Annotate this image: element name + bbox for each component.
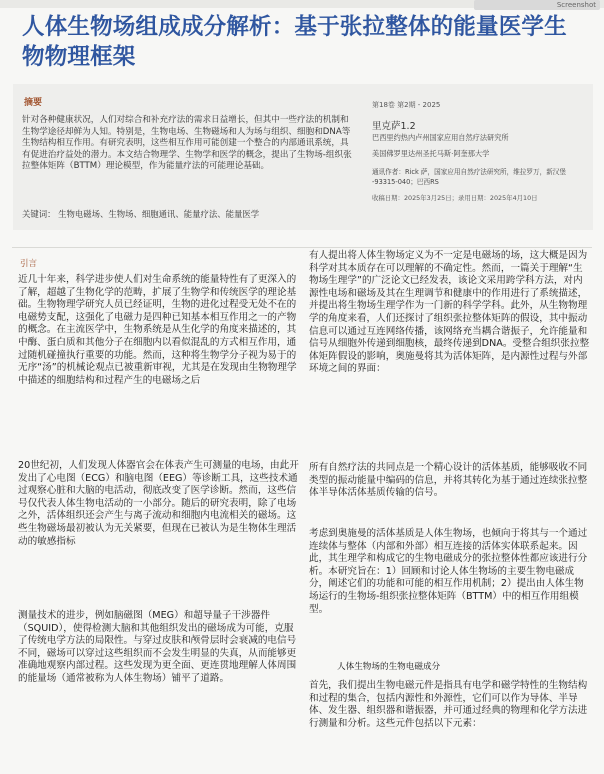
intro-paragraph-3: 20世纪初，人们发现人体器官会在体表产生可测量的电场，由此开发出了心电图（ECG）和脑电图（EEG）等诊断工具，这些技术通过观察心脏和大脑的电活动，彻底改变了医学诊断。然而，这些信号仅代表人体生物电活动的一小部分。随后的研究表明，除了电场之外，活体组织还会产生与离子流动和细胞内电流相关的磁场。这些生物磁场最初被认为无关紧要，但现在已被认为是生物体生理活动的敏感指标 [18,460,299,547]
screenshot-badge: Screenshot [474,0,600,10]
intro-paragraph-5: 考虑到奥施曼的活体基质是人体生物场，也倾向于将其与一个通过连续体与整体（内部和外部）相互连接的活体实体联系起来。因此，其生理学和构成它的生物电磁成分的张拉整体性都应该进行分析。本研究旨在：1）回顾和讨论人体生物场的主要生物电磁成分，阐述它们的功能和可能的相互作用机制；2）提出由人体生物场运行的生物场-组织张拉整体矩阵（BTTM）中的相互作用组模型。 [309,528,588,615]
issue-info: 第18卷 第2期 - 2025 [372,101,441,109]
intro-paragraph-4: 所有自然疗法的共同点是一个精心设计的活体基质，能够吸收不同类型的振动能量中编码的信息，并将其转化为基于通过连续张拉整体半导体活体基质传输的信号。 [309,462,588,499]
keywords: 关键词： 生物电磁场、生物场、细胞通讯、能量疗法、能量医学 [22,209,260,219]
article-meta [372,100,587,202]
affiliation-2: 美国佛罗里达州圣托马斯·阿奎那大学 [372,148,490,158]
article-title: 人体生物场组成成分解析：基于张拉整体的能量医学生物物理框架 [22,14,567,70]
bioelectromagnetic-subheading: 人体生物场的生物电磁成分 [337,662,441,672]
abstract-text: 针对各种健康状况，人们对综合和补充疗法的需求日益增长，但其中一些疗法的机制和生物学途径却鲜为人知。特别是，生物电场、生物磁场和人为场与组织、细胞和DNA等生物结构相互作用。有研究表明，这些相互作用可能创建一个整合的内部通讯系统，具有促进治疗益处的潜力。本文结合物理学、生物学和医学的概念，提出了生物场-组织张拉整体矩阵（BTTM）理论模型，作为能量疗法的可能理论基础。 [22,115,352,172]
affiliation-1: 巴西里约热内卢州国家应用自然疗法研究所 [372,133,509,142]
received-dates: 收稿日期：2025年3月25日；录用日期：2025年4月10日 [372,194,538,202]
abstract-heading: 摘要 [24,98,43,108]
intro-heading: 引言 [20,259,38,269]
intro-paragraph-1: 近几十年来，科学进步使人们对生命系统的能量特性有了更深入的了解，超越了生物化学的范畴，扩展了生物学和传统医学的理论基础。生物物理学研究人员已经证明，生物的进化过程受无处不在的电磁势支配，这强化了电磁力是四种已知基本相互作用之一的产物的概念。在主流医学中，生物系统是从生化学的角度来描述的，其中酶、蛋白质和其他分子在细胞内以看似混乱的方式相互作用，通过随机碰撞执行重要的功能。然而，这种将生物学分子视为易于的无序“汤”的机械论观点已被重新审视，尤其是在发现由生物物理学中描述的细胞结构和过程产生的电磁场之后 [18,274,297,386]
intro-paragraph-6: 测量技术的进步，例如脑磁图（MEG）和超导量子干涉器件（SQUID），使得检测大脑和其他组织发出的磁场成为可能，克服了传统电学方法的局限性。与穿过皮肤和颅骨层时会衰减的电信号不同，磁场可以穿过这些组织而不会发生明显的失真，从而能够更准确地观察内部过程。这些发现为更全面、更连贯地理解人体周围的能量场（通常被称为人体生物场）铺平了道路。 [18,610,297,684]
intro-paragraph-2: 有人提出将人体生物场定义为不一定是电磁场的场，这大概是因为科学对其本质存在可以理解的不确定性。然而，一篇关于理解“生物场生理学”的广泛论文已经发表，该论文采用跨学科方法，对内源性电场和磁场及其在生理调节和健康中的作用进行了系统描述，并提出将生物场生理学作为一门新的科学学科。此外，从生物物理学的角度来看，人们还探讨了组织张拉整体矩阵的假设，其中振动信息可以通过互连网络传播，该网络充当耦合谐振子，允许能量和信号从细胞外传递到细胞核，最终传递到DNA。受整合组织张拉整体矩阵假设的影响，奥施曼将其为活体矩阵，是内源性过程与外部环境之间的界面： [309,250,590,375]
author-name: 里克萨1.2 [372,121,416,132]
corresponding-author: 通讯作者：Rick 萨，国家应用自然疗法研究所，维拉罗万，新汉堡 -93315-040；巴西RS [372,168,566,186]
intro-paragraph-7: 首先，我们提出生物电磁元件是指具有电学和磁学特性的生物结构和过程的集合，包括内源性和外源性，它们可以作为导体、半导体、发生器、组织器和谐振器，并可通过经典的物理和化学方法进行测量和分析。这些元件包括以下元素： [309,680,588,729]
section-divider [12,247,592,248]
